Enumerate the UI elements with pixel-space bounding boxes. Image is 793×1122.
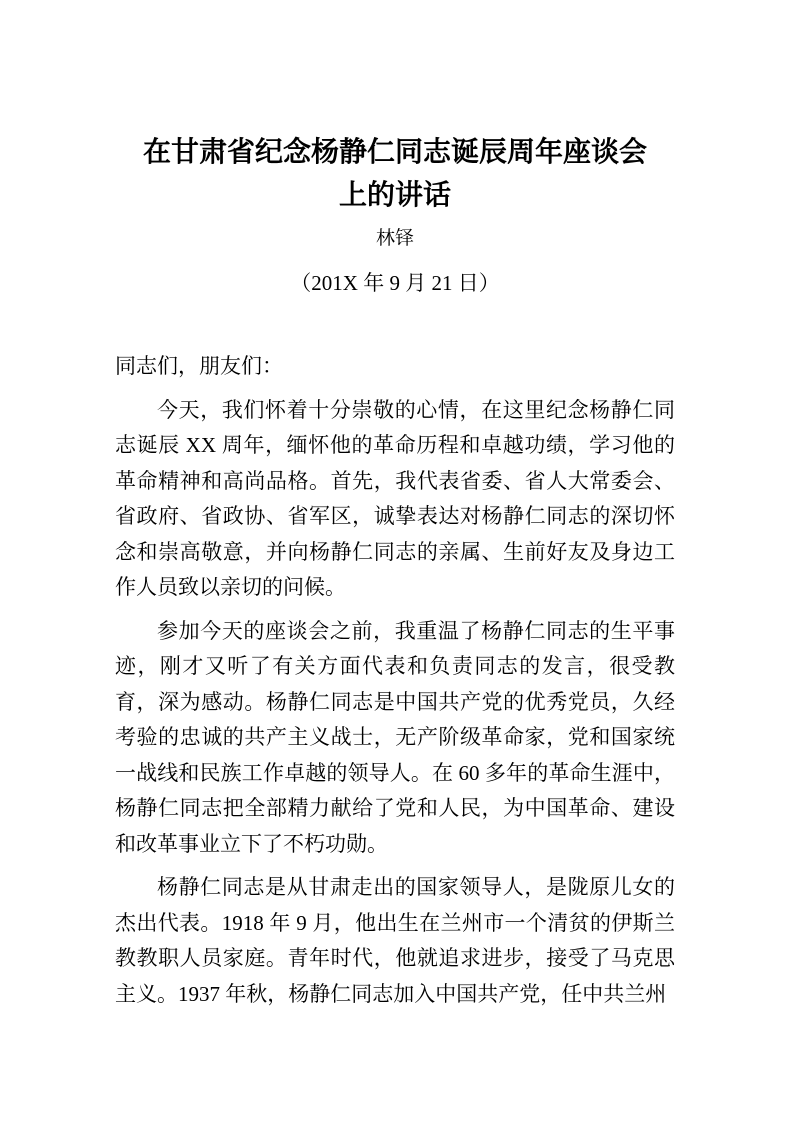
document-title: 在甘肃省纪念杨静仁同志诞辰周年座谈会上的讲话 — [142, 137, 647, 211]
body-paragraph-3: 杨静仁同志是从甘肃走出的国家领导人，是陇原儿女的杰出代表。1918 年 9 月，他出生在兰州市一个清贫的伊斯兰教教职人员家庭。青年时代，他就追求进步，接受了马克思主义。1937 年秋，杨静仁同志加入中国共产党，任中共兰州 — [115, 875, 675, 1006]
body-paragraph-2: 参加今天的座谈会之前，我重温了杨静仁同志的生平事迹，刚才又听了有关方面代表和负责同志的发言，很受教育，深为感动。杨静仁同志是中国共产党的优秀党员，久经考验的忠诚的共产主义战士，无产阶级革命家，党和国家统一战线和民族工作卓越的领导人。在 60 多年的革命生涯中，杨静仁同志把全部精力献给了党和人民，为中国革命、建设和改革事业立下了不朽功勋。 — [115, 618, 675, 856]
document-body — [115, 349, 675, 1012]
document-author: 林铎 — [375, 228, 414, 249]
salutation-paragraph: 同志们，朋友们： — [115, 354, 283, 378]
body-paragraph-1: 今天，我们怀着十分崇敬的心情，在这里纪念杨静仁同志诞辰 XX 周年，缅怀他的革命历程和卓越功绩，学习他的革命精神和高尚品格。首先，我代表省委、省人大常委会、省政府、省政协、省军区，诚挚表达对杨静仁同志的深切怀念和崇高敬意，并向杨静仁同志的亲属、生前好友及身边工作人员致以亲切的问候。 — [115, 397, 675, 599]
document-date: （201X 年 9 月 21 日） — [290, 271, 500, 295]
